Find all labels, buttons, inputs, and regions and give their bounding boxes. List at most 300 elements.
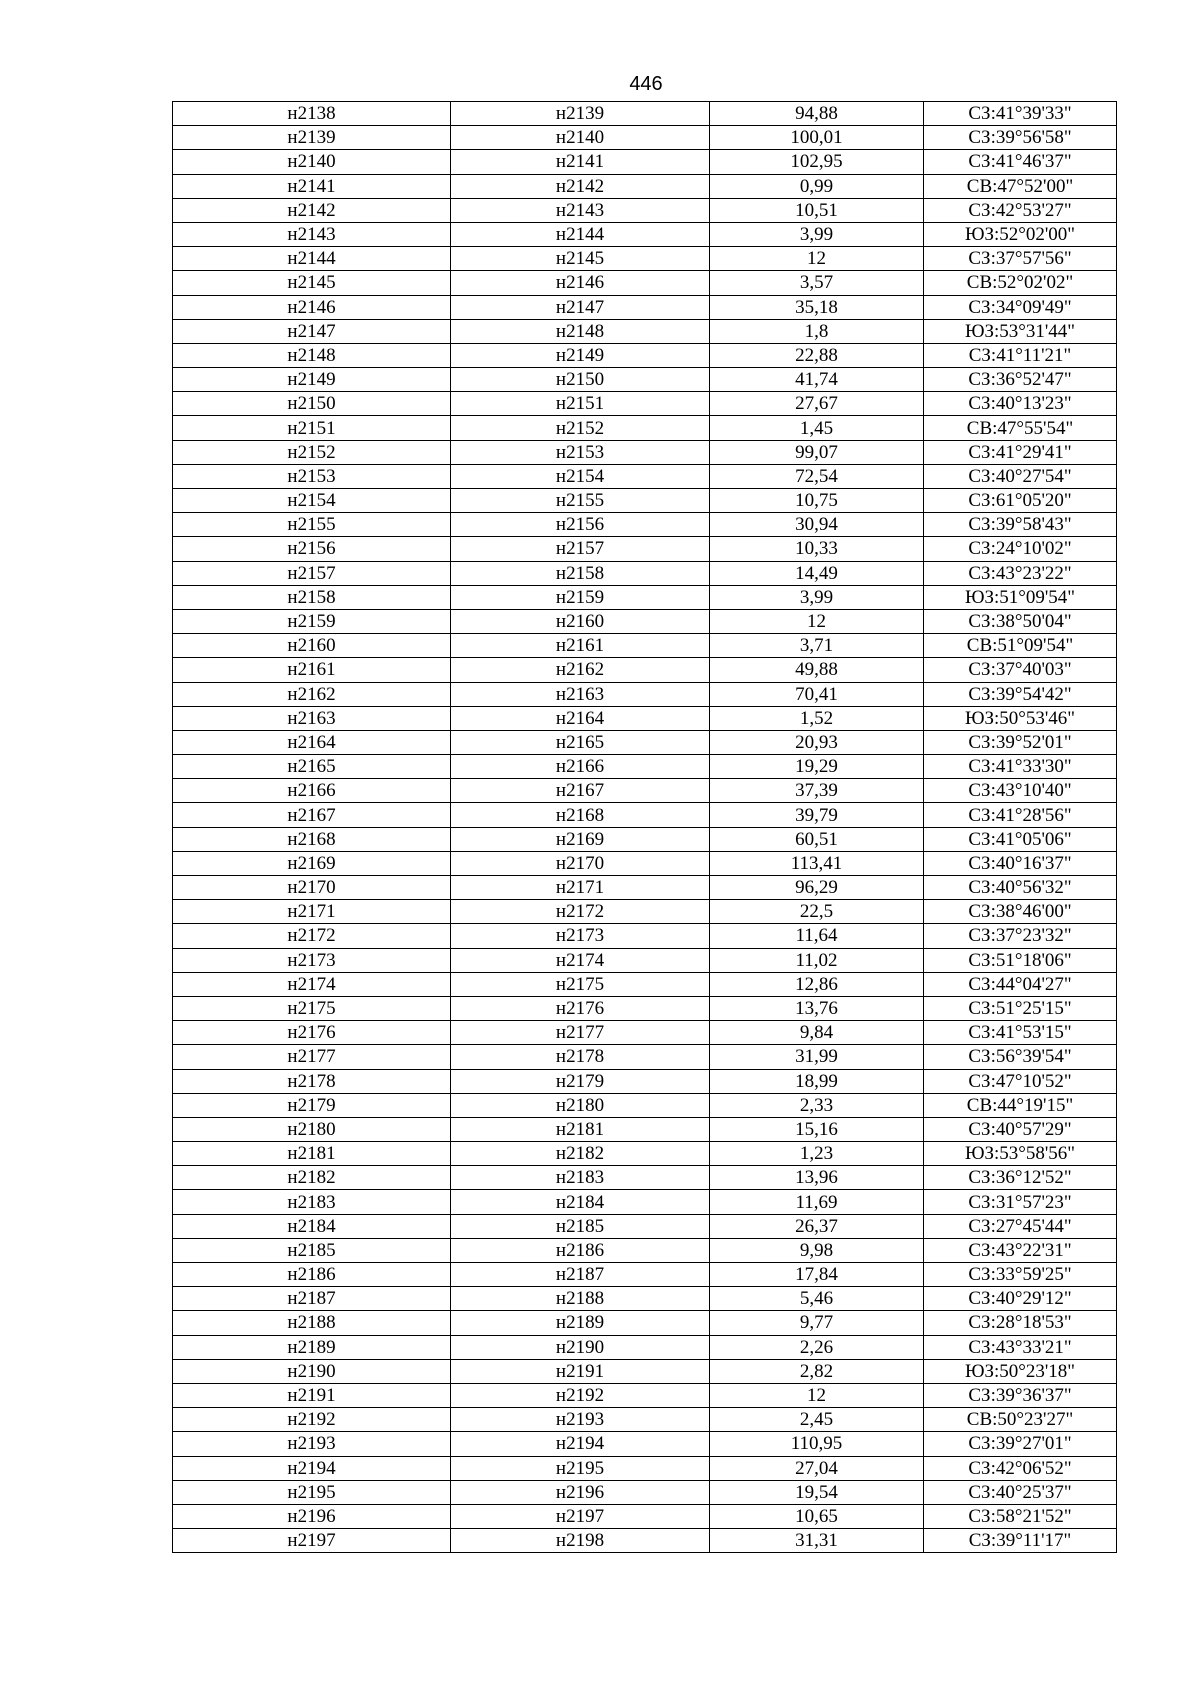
distance-cell: 113,41 xyxy=(710,851,924,875)
from-point-cell: н2170 xyxy=(173,876,451,900)
bearing-cell: СЗ:41°29'41" xyxy=(924,440,1117,464)
from-point-cell: н2162 xyxy=(173,682,451,706)
table-row xyxy=(173,658,1117,682)
distance-cell: 10,51 xyxy=(710,198,924,222)
bearing-cell: СЗ:37°23'32" xyxy=(924,924,1117,948)
page-number: 446 xyxy=(629,73,663,95)
from-point-cell: н2176 xyxy=(173,1021,451,1045)
distance-cell: 26,37 xyxy=(710,1214,924,1238)
distance-cell: 2,33 xyxy=(710,1093,924,1117)
bearing-cell: СЗ:39°11'17" xyxy=(924,1529,1117,1553)
bearing-cell: СЗ:44°04'27" xyxy=(924,972,1117,996)
from-point-cell: н2139 xyxy=(173,126,451,150)
from-point-cell: н2160 xyxy=(173,634,451,658)
from-point-cell: н2169 xyxy=(173,851,451,875)
bearing-cell: СЗ:40°29'12" xyxy=(924,1287,1117,1311)
to-point-cell: н2148 xyxy=(451,319,710,343)
to-point-cell: н2164 xyxy=(451,706,710,730)
bearing-cell: СЗ:43°10'40" xyxy=(924,779,1117,803)
to-point-cell: н2163 xyxy=(451,682,710,706)
bearing-cell: СЗ:24°10'02" xyxy=(924,537,1117,561)
bearing-cell: СЗ:40°16'37" xyxy=(924,851,1117,875)
bearing-cell: ЮЗ:51°09'54" xyxy=(924,585,1117,609)
bearing-cell: СЗ:39°58'43" xyxy=(924,513,1117,537)
from-point-cell: н2138 xyxy=(173,102,451,126)
distance-cell: 22,88 xyxy=(710,343,924,367)
distance-cell: 1,45 xyxy=(710,416,924,440)
from-point-cell: н2189 xyxy=(173,1335,451,1359)
distance-cell: 102,95 xyxy=(710,150,924,174)
to-point-cell: н2182 xyxy=(451,1142,710,1166)
to-point-cell: н2178 xyxy=(451,1045,710,1069)
distance-cell: 27,04 xyxy=(710,1456,924,1480)
distance-cell: 3,99 xyxy=(710,585,924,609)
bearing-cell: СЗ:42°53'27" xyxy=(924,198,1117,222)
table-row xyxy=(173,1529,1117,1553)
from-point-cell: н2158 xyxy=(173,585,451,609)
table-row xyxy=(173,1432,1117,1456)
distance-cell: 13,96 xyxy=(710,1166,924,1190)
table-row xyxy=(173,1335,1117,1359)
table-row xyxy=(173,1359,1117,1383)
bearing-cell: СЗ:39°36'37" xyxy=(924,1383,1117,1407)
table-row xyxy=(173,368,1117,392)
table-row xyxy=(173,343,1117,367)
from-point-cell: н2144 xyxy=(173,247,451,271)
to-point-cell: н2149 xyxy=(451,343,710,367)
bearing-cell: СВ:47°55'54" xyxy=(924,416,1117,440)
table-row xyxy=(173,996,1117,1020)
to-point-cell: н2170 xyxy=(451,851,710,875)
from-point-cell: н2181 xyxy=(173,1142,451,1166)
from-point-cell: н2184 xyxy=(173,1214,451,1238)
to-point-cell: н2171 xyxy=(451,876,710,900)
distance-cell: 11,69 xyxy=(710,1190,924,1214)
to-point-cell: н2152 xyxy=(451,416,710,440)
boundary-survey-table xyxy=(172,101,1117,1553)
table-row xyxy=(173,634,1117,658)
from-point-cell: н2177 xyxy=(173,1045,451,1069)
to-point-cell: н2142 xyxy=(451,174,710,198)
to-point-cell: н2162 xyxy=(451,658,710,682)
table-row xyxy=(173,682,1117,706)
from-point-cell: н2174 xyxy=(173,972,451,996)
bearing-cell: ЮЗ:52°02'00" xyxy=(924,222,1117,246)
to-point-cell: н2157 xyxy=(451,537,710,561)
to-point-cell: н2156 xyxy=(451,513,710,537)
table-row xyxy=(173,319,1117,343)
distance-cell: 12 xyxy=(710,1383,924,1407)
table-row xyxy=(173,1287,1117,1311)
distance-cell: 31,31 xyxy=(710,1529,924,1553)
bearing-cell: СВ:47°52'00" xyxy=(924,174,1117,198)
table-row xyxy=(173,609,1117,633)
from-point-cell: н2173 xyxy=(173,948,451,972)
from-point-cell: н2147 xyxy=(173,319,451,343)
table-row xyxy=(173,851,1117,875)
distance-cell: 94,88 xyxy=(710,102,924,126)
to-point-cell: н2172 xyxy=(451,900,710,924)
from-point-cell: н2148 xyxy=(173,343,451,367)
table-row xyxy=(173,1238,1117,1262)
from-point-cell: н2141 xyxy=(173,174,451,198)
from-point-cell: н2149 xyxy=(173,368,451,392)
table-row xyxy=(173,1142,1117,1166)
bearing-cell: СЗ:40°25'37" xyxy=(924,1480,1117,1504)
table-row xyxy=(173,247,1117,271)
bearing-cell: ЮЗ:53°58'56" xyxy=(924,1142,1117,1166)
bearing-cell: СЗ:27°45'44" xyxy=(924,1214,1117,1238)
distance-cell: 99,07 xyxy=(710,440,924,464)
table-row xyxy=(173,1504,1117,1528)
to-point-cell: н2154 xyxy=(451,464,710,488)
bearing-cell: ЮЗ:53°31'44" xyxy=(924,319,1117,343)
table-row xyxy=(173,1021,1117,1045)
to-point-cell: н2187 xyxy=(451,1263,710,1287)
bearing-cell: СЗ:43°22'31" xyxy=(924,1238,1117,1262)
bearing-cell: СЗ:41°53'15" xyxy=(924,1021,1117,1045)
table-row xyxy=(173,489,1117,513)
from-point-cell: н2166 xyxy=(173,779,451,803)
bearing-cell: СЗ:43°23'22" xyxy=(924,561,1117,585)
bearing-cell: СВ:51°09'54" xyxy=(924,634,1117,658)
bearing-cell: СЗ:37°57'56" xyxy=(924,247,1117,271)
to-point-cell: н2160 xyxy=(451,609,710,633)
from-point-cell: н2159 xyxy=(173,609,451,633)
table-row xyxy=(173,392,1117,416)
to-point-cell: н2191 xyxy=(451,1359,710,1383)
to-point-cell: н2158 xyxy=(451,561,710,585)
distance-cell: 18,99 xyxy=(710,1069,924,1093)
distance-cell: 2,26 xyxy=(710,1335,924,1359)
to-point-cell: н2147 xyxy=(451,295,710,319)
distance-cell: 1,8 xyxy=(710,319,924,343)
bearing-cell: СЗ:41°33'30" xyxy=(924,755,1117,779)
from-point-cell: н2175 xyxy=(173,996,451,1020)
from-point-cell: н2143 xyxy=(173,222,451,246)
table-row xyxy=(173,972,1117,996)
bearing-cell: СЗ:37°40'03" xyxy=(924,658,1117,682)
to-point-cell: н2180 xyxy=(451,1093,710,1117)
from-point-cell: н2145 xyxy=(173,271,451,295)
from-point-cell: н2171 xyxy=(173,900,451,924)
distance-cell: 27,67 xyxy=(710,392,924,416)
distance-cell: 1,23 xyxy=(710,1142,924,1166)
bearing-cell: СЗ:39°56'58" xyxy=(924,126,1117,150)
distance-cell: 41,74 xyxy=(710,368,924,392)
bearing-cell: СЗ:40°56'32" xyxy=(924,876,1117,900)
table-row xyxy=(173,1214,1117,1238)
to-point-cell: н2153 xyxy=(451,440,710,464)
from-point-cell: н2197 xyxy=(173,1529,451,1553)
bearing-cell: СЗ:40°13'23" xyxy=(924,392,1117,416)
distance-cell: 9,84 xyxy=(710,1021,924,1045)
bearing-cell: ЮЗ:50°53'46" xyxy=(924,706,1117,730)
to-point-cell: н2165 xyxy=(451,730,710,754)
distance-cell: 35,18 xyxy=(710,295,924,319)
table-row xyxy=(173,1093,1117,1117)
from-point-cell: н2182 xyxy=(173,1166,451,1190)
to-point-cell: н2181 xyxy=(451,1117,710,1141)
bearing-cell: СЗ:47°10'52" xyxy=(924,1069,1117,1093)
table-row xyxy=(173,295,1117,319)
distance-cell: 37,39 xyxy=(710,779,924,803)
from-point-cell: н2196 xyxy=(173,1504,451,1528)
bearing-cell: СЗ:41°28'56" xyxy=(924,803,1117,827)
from-point-cell: н2155 xyxy=(173,513,451,537)
bearing-cell: СЗ:58°21'52" xyxy=(924,1504,1117,1528)
distance-cell: 39,79 xyxy=(710,803,924,827)
table-row xyxy=(173,803,1117,827)
from-point-cell: н2152 xyxy=(173,440,451,464)
from-point-cell: н2168 xyxy=(173,827,451,851)
from-point-cell: н2194 xyxy=(173,1456,451,1480)
from-point-cell: н2150 xyxy=(173,392,451,416)
table-row xyxy=(173,876,1117,900)
table-row xyxy=(173,1480,1117,1504)
from-point-cell: н2140 xyxy=(173,150,451,174)
from-point-cell: н2151 xyxy=(173,416,451,440)
table-row xyxy=(173,900,1117,924)
bearing-cell: СЗ:51°25'15" xyxy=(924,996,1117,1020)
to-point-cell: н2186 xyxy=(451,1238,710,1262)
from-point-cell: н2191 xyxy=(173,1383,451,1407)
distance-cell: 70,41 xyxy=(710,682,924,706)
bearing-cell: СЗ:39°27'01" xyxy=(924,1432,1117,1456)
table-row xyxy=(173,924,1117,948)
table-row xyxy=(173,513,1117,537)
to-point-cell: н2192 xyxy=(451,1383,710,1407)
bearing-cell: СЗ:41°39'33" xyxy=(924,102,1117,126)
to-point-cell: н2185 xyxy=(451,1214,710,1238)
distance-cell: 5,46 xyxy=(710,1287,924,1311)
from-point-cell: н2161 xyxy=(173,658,451,682)
bearing-cell: СЗ:31°57'23" xyxy=(924,1190,1117,1214)
table-row xyxy=(173,271,1117,295)
bearing-cell: СЗ:42°06'52" xyxy=(924,1456,1117,1480)
bearing-cell: СВ:50°23'27" xyxy=(924,1408,1117,1432)
from-point-cell: н2172 xyxy=(173,924,451,948)
table-row xyxy=(173,755,1117,779)
distance-cell: 17,84 xyxy=(710,1263,924,1287)
table-row xyxy=(173,440,1117,464)
bearing-cell: СЗ:34°09'49" xyxy=(924,295,1117,319)
to-point-cell: н2139 xyxy=(451,102,710,126)
from-point-cell: н2183 xyxy=(173,1190,451,1214)
to-point-cell: н2146 xyxy=(451,271,710,295)
table-row xyxy=(173,1263,1117,1287)
from-point-cell: н2164 xyxy=(173,730,451,754)
from-point-cell: н2156 xyxy=(173,537,451,561)
distance-cell: 10,75 xyxy=(710,489,924,513)
distance-cell: 2,82 xyxy=(710,1359,924,1383)
distance-cell: 13,76 xyxy=(710,996,924,1020)
bearing-cell: СЗ:28°18'53" xyxy=(924,1311,1117,1335)
to-point-cell: н2193 xyxy=(451,1408,710,1432)
distance-cell: 100,01 xyxy=(710,126,924,150)
from-point-cell: н2188 xyxy=(173,1311,451,1335)
distance-cell: 12,86 xyxy=(710,972,924,996)
distance-cell: 60,51 xyxy=(710,827,924,851)
distance-cell: 110,95 xyxy=(710,1432,924,1456)
to-point-cell: н2184 xyxy=(451,1190,710,1214)
bearing-cell: СЗ:36°12'52" xyxy=(924,1166,1117,1190)
bearing-cell: СЗ:43°33'21" xyxy=(924,1335,1117,1359)
from-point-cell: н2187 xyxy=(173,1287,451,1311)
distance-cell: 30,94 xyxy=(710,513,924,537)
table-row xyxy=(173,102,1117,126)
survey-table-body xyxy=(173,102,1117,1553)
distance-cell: 72,54 xyxy=(710,464,924,488)
from-point-cell: н2165 xyxy=(173,755,451,779)
from-point-cell: н2193 xyxy=(173,1432,451,1456)
from-point-cell: н2178 xyxy=(173,1069,451,1093)
bearing-cell: СЗ:39°54'42" xyxy=(924,682,1117,706)
from-point-cell: н2195 xyxy=(173,1480,451,1504)
bearing-cell: СЗ:36°52'47" xyxy=(924,368,1117,392)
bearing-cell: СЗ:40°27'54" xyxy=(924,464,1117,488)
table-row xyxy=(173,1117,1117,1141)
distance-cell: 1,52 xyxy=(710,706,924,730)
from-point-cell: н2180 xyxy=(173,1117,451,1141)
distance-cell: 11,02 xyxy=(710,948,924,972)
distance-cell: 9,77 xyxy=(710,1311,924,1335)
from-point-cell: н2167 xyxy=(173,803,451,827)
to-point-cell: н2150 xyxy=(451,368,710,392)
bearing-cell: СВ:44°19'15" xyxy=(924,1093,1117,1117)
to-point-cell: н2159 xyxy=(451,585,710,609)
distance-cell: 2,45 xyxy=(710,1408,924,1432)
to-point-cell: н2179 xyxy=(451,1069,710,1093)
table-row xyxy=(173,537,1117,561)
table-row xyxy=(173,222,1117,246)
table-row xyxy=(173,706,1117,730)
table-row xyxy=(173,1069,1117,1093)
table-row xyxy=(173,1456,1117,1480)
table-row xyxy=(173,1166,1117,1190)
distance-cell: 31,99 xyxy=(710,1045,924,1069)
bearing-cell: СЗ:51°18'06" xyxy=(924,948,1117,972)
to-point-cell: н2140 xyxy=(451,126,710,150)
bearing-cell: СЗ:39°52'01" xyxy=(924,730,1117,754)
from-point-cell: н2192 xyxy=(173,1408,451,1432)
table-row xyxy=(173,1408,1117,1432)
from-point-cell: н2163 xyxy=(173,706,451,730)
to-point-cell: н2190 xyxy=(451,1335,710,1359)
distance-cell: 20,93 xyxy=(710,730,924,754)
to-point-cell: н2167 xyxy=(451,779,710,803)
table-row xyxy=(173,1045,1117,1069)
to-point-cell: н2155 xyxy=(451,489,710,513)
distance-cell: 14,49 xyxy=(710,561,924,585)
from-point-cell: н2185 xyxy=(173,1238,451,1262)
distance-cell: 0,99 xyxy=(710,174,924,198)
table-row xyxy=(173,779,1117,803)
table-row xyxy=(173,585,1117,609)
bearing-cell: ЮЗ:50°23'18" xyxy=(924,1359,1117,1383)
from-point-cell: н2186 xyxy=(173,1263,451,1287)
to-point-cell: н2176 xyxy=(451,996,710,1020)
bearing-cell: СЗ:40°57'29" xyxy=(924,1117,1117,1141)
to-point-cell: н2195 xyxy=(451,1456,710,1480)
table-row xyxy=(173,730,1117,754)
distance-cell: 19,54 xyxy=(710,1480,924,1504)
from-point-cell: н2157 xyxy=(173,561,451,585)
table-row xyxy=(173,827,1117,851)
to-point-cell: н2183 xyxy=(451,1166,710,1190)
table-row xyxy=(173,150,1117,174)
distance-cell: 9,98 xyxy=(710,1238,924,1262)
to-point-cell: н2144 xyxy=(451,222,710,246)
to-point-cell: н2198 xyxy=(451,1529,710,1553)
distance-cell: 10,65 xyxy=(710,1504,924,1528)
from-point-cell: н2154 xyxy=(173,489,451,513)
table-row xyxy=(173,464,1117,488)
to-point-cell: н2188 xyxy=(451,1287,710,1311)
distance-cell: 15,16 xyxy=(710,1117,924,1141)
table-row xyxy=(173,174,1117,198)
distance-cell: 96,29 xyxy=(710,876,924,900)
to-point-cell: н2177 xyxy=(451,1021,710,1045)
to-point-cell: н2151 xyxy=(451,392,710,416)
distance-cell: 22,5 xyxy=(710,900,924,924)
bearing-cell: СЗ:33°59'25" xyxy=(924,1263,1117,1287)
bearing-cell: СВ:52°02'02" xyxy=(924,271,1117,295)
table-row xyxy=(173,1190,1117,1214)
bearing-cell: СЗ:41°05'06" xyxy=(924,827,1117,851)
to-point-cell: н2145 xyxy=(451,247,710,271)
distance-cell: 3,71 xyxy=(710,634,924,658)
to-point-cell: н2166 xyxy=(451,755,710,779)
to-point-cell: н2189 xyxy=(451,1311,710,1335)
from-point-cell: н2142 xyxy=(173,198,451,222)
table-row xyxy=(173,416,1117,440)
distance-cell: 11,64 xyxy=(710,924,924,948)
from-point-cell: н2146 xyxy=(173,295,451,319)
to-point-cell: н2169 xyxy=(451,827,710,851)
bearing-cell: СЗ:41°46'37" xyxy=(924,150,1117,174)
bearing-cell: СЗ:41°11'21" xyxy=(924,343,1117,367)
distance-cell: 19,29 xyxy=(710,755,924,779)
table-row xyxy=(173,198,1117,222)
distance-cell: 12 xyxy=(710,609,924,633)
to-point-cell: н2161 xyxy=(451,634,710,658)
bearing-cell: СЗ:38°50'04" xyxy=(924,609,1117,633)
to-point-cell: н2194 xyxy=(451,1432,710,1456)
to-point-cell: н2173 xyxy=(451,924,710,948)
distance-cell: 3,99 xyxy=(710,222,924,246)
bearing-cell: СЗ:61°05'20" xyxy=(924,489,1117,513)
table-row xyxy=(173,1383,1117,1407)
from-point-cell: н2190 xyxy=(173,1359,451,1383)
distance-cell: 3,57 xyxy=(710,271,924,295)
distance-cell: 10,33 xyxy=(710,537,924,561)
distance-cell: 12 xyxy=(710,247,924,271)
to-point-cell: н2174 xyxy=(451,948,710,972)
to-point-cell: н2141 xyxy=(451,150,710,174)
bearing-cell: СЗ:38°46'00" xyxy=(924,900,1117,924)
to-point-cell: н2197 xyxy=(451,1504,710,1528)
to-point-cell: н2168 xyxy=(451,803,710,827)
bearing-cell: СЗ:56°39'54" xyxy=(924,1045,1117,1069)
to-point-cell: н2143 xyxy=(451,198,710,222)
table-row xyxy=(173,948,1117,972)
from-point-cell: н2179 xyxy=(173,1093,451,1117)
from-point-cell: н2153 xyxy=(173,464,451,488)
table-row xyxy=(173,1311,1117,1335)
table-row xyxy=(173,126,1117,150)
distance-cell: 49,88 xyxy=(710,658,924,682)
